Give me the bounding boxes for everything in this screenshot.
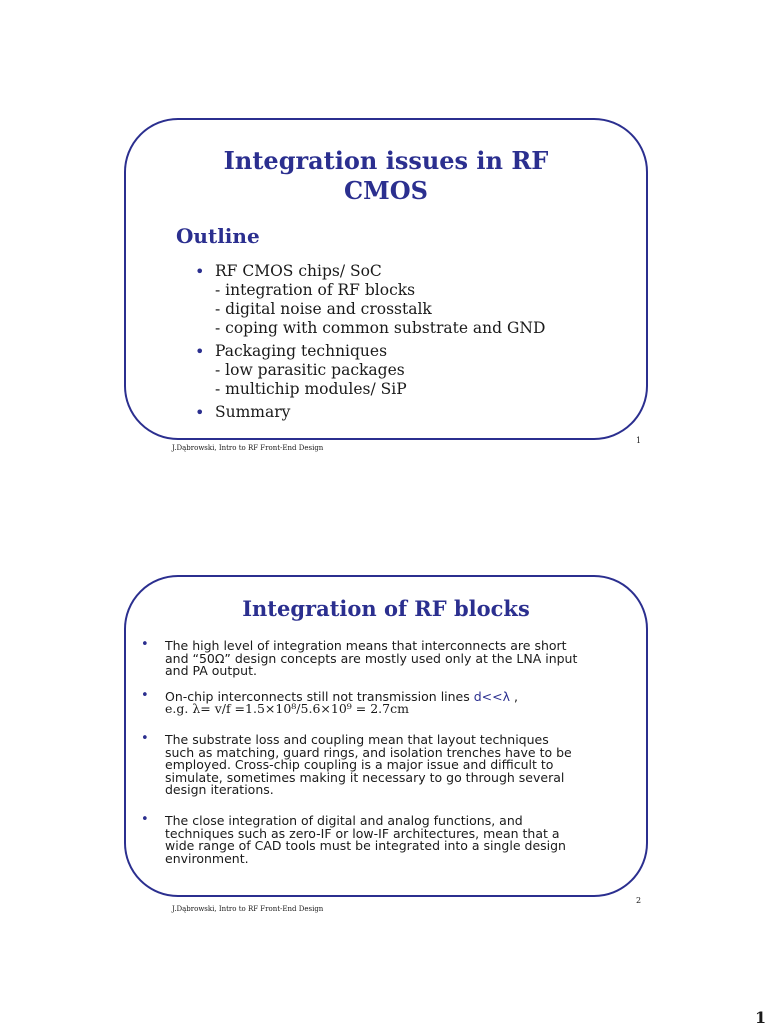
slide-1-title-line-2: CMOS [344,176,428,205]
slide-1-title-line-1: Integration issues in RF [223,146,549,175]
outline-line: Packaging techniques [215,342,388,360]
list-item [141,811,631,866]
body-line: The high level of integration means that interconnects are short [165,638,567,653]
outline-item [195,403,615,422]
slide-1-footer: J.Dąbrowski, Intro to RF Front-End Design [172,444,324,452]
outline-subline: - coping with common substrate and GND [215,319,546,337]
outline-subline: - digital noise and crosstalk [215,300,432,318]
body-line: such as matching, guard rings, and isolation trenches have to be [165,744,572,760]
outline-item [195,342,615,399]
body-text: On-chip interconnects still not transmission lines [165,688,470,704]
outline-line: RF CMOS chips/ SoC [215,262,382,280]
slide-1-page-number: 1 [636,436,642,445]
outline-line: Summary [215,403,291,421]
bullet-icon: • [195,403,205,422]
body-line: wide range of CAD tools must be integrated into a single design [165,838,566,854]
slide-2-footer: J.Dąbrowski, Intro to RF Front-End Design [172,905,324,913]
body-line: simulate, sometimes making it necessary to go through several [165,769,565,785]
slide-2-bullet-list [141,637,631,878]
outline-heading: Outline [176,224,260,248]
body-line: The substrate loss and coupling mean that layout techniques [165,731,549,747]
body-line: and “50Ω” design concepts are mostly used only at the LNA input [165,650,578,666]
bullet-icon: • [195,342,205,361]
bullet-icon: • [141,637,149,652]
outline-subline: - integration of RF blocks [215,281,416,299]
outline-subline: - multichip modules/ SiP [215,380,407,398]
slide-2-title: Integration of RF blocks [242,596,530,621]
outline-subline: - low parasitic packages [215,361,405,379]
accent-formula: d<<λ [473,688,511,704]
body-line: employed. Cross-chip coupling is a major issue and difficult to [165,757,554,773]
body-line: environment. [165,850,249,866]
list-item [141,730,631,798]
slide-2-page-number: 2 [636,896,642,905]
slide-1-title [124,146,648,206]
bullet-icon: • [141,811,149,827]
body-line: The close integration of digital and analog functions, and [165,812,523,828]
body-line: and PA output. [165,663,257,679]
outline-list [195,262,615,426]
body-text: , [510,688,518,704]
outline-item [195,262,615,338]
body-line: design iterations. [165,782,274,798]
bullet-icon: • [141,730,149,746]
body-line: techniques such as zero-IF or low-IF architectures, mean that a [165,825,560,841]
list-item [141,637,631,679]
list-item [141,687,631,717]
formula-line: e.g. λ= v/f =1.5×10⁸/5.6×10⁹ = 2.7cm [165,701,409,717]
bullet-icon: • [141,687,149,703]
bullet-icon: • [195,262,205,281]
page-corner-number: 1 [755,1008,767,1027]
